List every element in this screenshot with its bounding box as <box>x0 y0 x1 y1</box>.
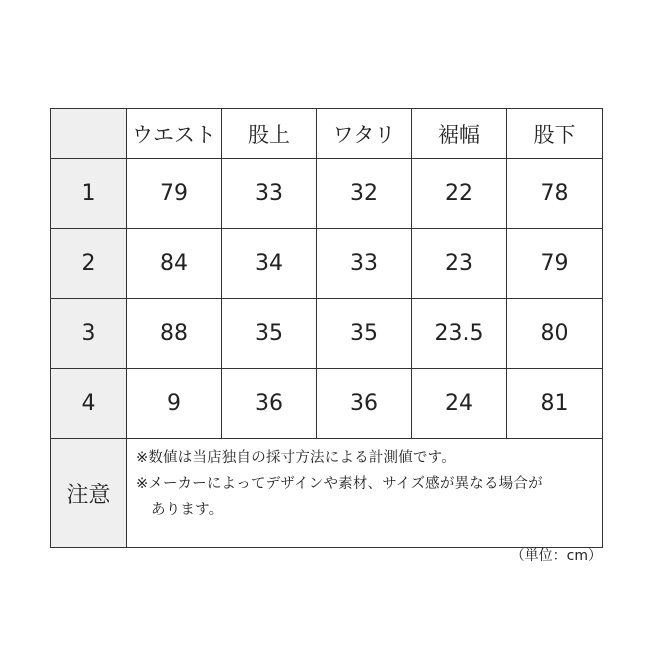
table-row <box>51 369 603 439</box>
size-table <box>50 108 603 548</box>
cell-inseam: 80 <box>507 299 603 369</box>
header-row <box>51 109 603 159</box>
header-thigh: ワタリ <box>317 109 412 159</box>
cell-thigh: 33 <box>317 229 412 299</box>
cell-thigh: 32 <box>317 159 412 229</box>
cell-waist: 88 <box>127 299 222 369</box>
cell-hem: 23 <box>412 229 507 299</box>
header-hem: 裾幅 <box>412 109 507 159</box>
cell-rise: 33 <box>222 159 317 229</box>
note-label: 注意 <box>51 439 127 548</box>
note-line: ※メーカーによってデザインや素材、サイズ感が異なる場合が <box>136 476 543 492</box>
cell-rise: 36 <box>222 369 317 439</box>
note-line: あります。 <box>151 502 224 518</box>
row-label: 2 <box>51 229 127 299</box>
header-waist: ウエスト <box>127 109 222 159</box>
row-label: 3 <box>51 299 127 369</box>
cell-thigh: 35 <box>317 299 412 369</box>
table-row <box>51 299 603 369</box>
corner-cell <box>51 109 127 159</box>
header-inseam: 股下 <box>507 109 603 159</box>
cell-waist: 79 <box>127 159 222 229</box>
cell-waist: 84 <box>127 229 222 299</box>
row-label: 4 <box>51 369 127 439</box>
cell-inseam: 81 <box>507 369 603 439</box>
table-row <box>51 229 603 299</box>
note-text <box>127 439 603 548</box>
cell-hem: 23.5 <box>412 299 507 369</box>
note-row <box>51 439 603 548</box>
unit-note: （単位：cm） <box>510 548 602 564</box>
cell-rise: 35 <box>222 299 317 369</box>
cell-rise: 34 <box>222 229 317 299</box>
row-label: 1 <box>51 159 127 229</box>
cell-thigh: 36 <box>317 369 412 439</box>
cell-hem: 24 <box>412 369 507 439</box>
cell-waist: 9 <box>127 369 222 439</box>
note-line: ※数値は当店独自の採寸方法による計測値です。 <box>136 450 456 466</box>
cell-hem: 22 <box>412 159 507 229</box>
cell-inseam: 79 <box>507 229 603 299</box>
header-rise: 股上 <box>222 109 317 159</box>
table-row <box>51 159 603 229</box>
cell-inseam: 78 <box>507 159 603 229</box>
